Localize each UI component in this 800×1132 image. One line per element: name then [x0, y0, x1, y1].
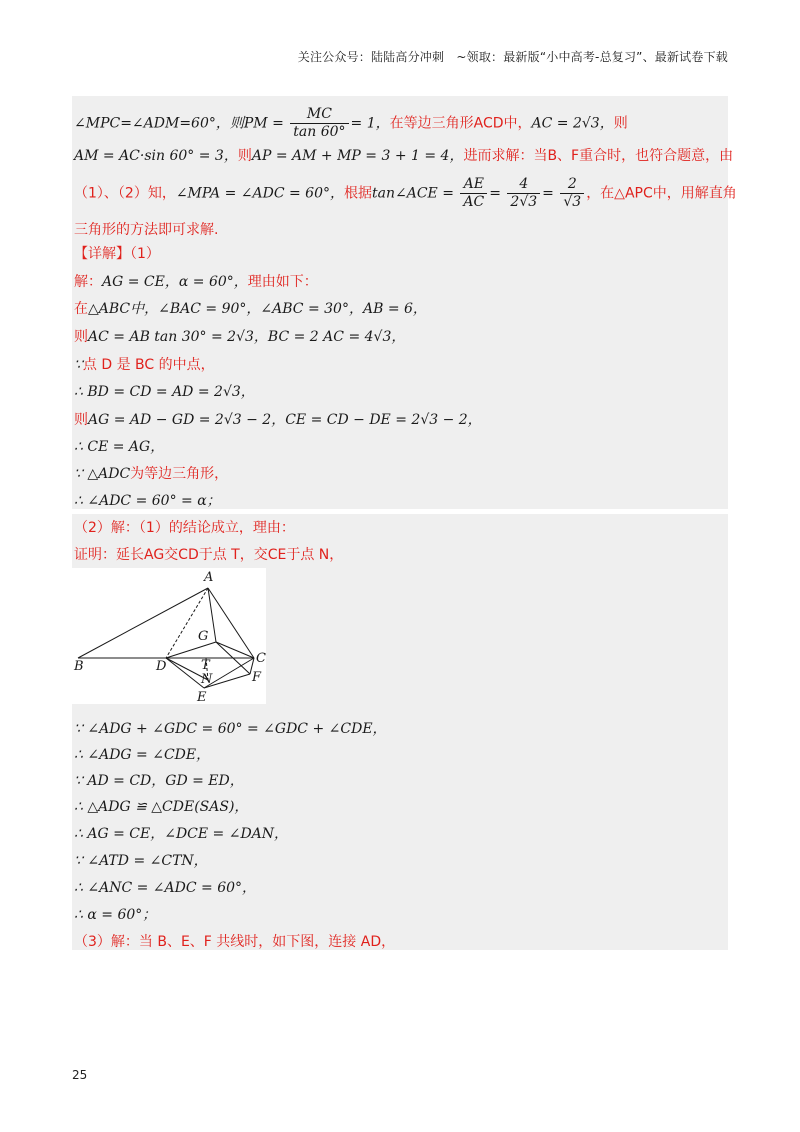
line-12: ∴ CE = AG，: [74, 439, 165, 455]
label-g: G: [198, 629, 209, 644]
label-n: N: [201, 672, 213, 687]
line-6: 解：AG = CE，α = 60°，理由如下：: [74, 274, 318, 290]
label-e: E: [197, 690, 207, 704]
line-16: 证明：延长AG交CD于点 T，交CE于点 N，: [74, 547, 344, 563]
proof-line-2: ∴ ∠ADG = ∠CDE，: [74, 747, 211, 763]
fraction-2: $\frac{2}{√3}$: [560, 176, 584, 211]
segment-ac: [208, 588, 254, 658]
line-11: 则AG = AD − GD = 2√3 − 2，CE = CD − DE = 2√3 − 2，: [74, 412, 482, 428]
proof-line-5: ∴ AG = CE，∠DCE = ∠DAN，: [74, 826, 289, 842]
line-14: ∴ ∠ADC = 60° = α；: [74, 493, 221, 509]
segment-ba: [78, 588, 208, 658]
proof-line-1: ∵ ∠ADG + ∠GDC = 60° = ∠GDC + ∠CDE，: [74, 721, 387, 737]
line-9: ∵点 D 是 BC 的中点，: [74, 357, 215, 373]
label-d: D: [156, 659, 167, 674]
label-a: A: [204, 570, 214, 585]
line-1: ∠MPC=∠ADM=60°，则PM = $\frac{MC}{\tan 60^\circ}$ = 1，在等边三角形ACD中，AC = 2√3，则: [74, 106, 628, 140]
page-header: 关注公众号：陆陆高分冲刺 ~领取：最新版“小中高考-总复习”、最新试卷下载: [297, 50, 728, 64]
proof-line-7: ∴ ∠ANC = ∠ADC = 60°，: [74, 880, 257, 896]
label-c: C: [256, 651, 266, 666]
line-13: ∵ △ADC为等边三角形，: [74, 466, 229, 482]
proof-line-6: ∵ ∠ATD = ∠CTN，: [74, 853, 208, 869]
geometry-svg: [72, 568, 266, 704]
label-f: F: [252, 670, 262, 685]
proof-line-9: （3）解：当 B、E、F 共线时，如下图，连接 AD，: [74, 934, 396, 950]
segment-ad-dashed: [166, 588, 208, 658]
segment-de: [166, 658, 204, 688]
detail-heading: 【详解】（1）: [74, 246, 160, 262]
geometry-figure: [72, 568, 266, 704]
proof-line-8: ∴ α = 60°；: [74, 907, 157, 923]
line-3: （1）、（2）知，∠MPA = ∠ADC = 60°，根据tan∠ACE = $\frac{AE}{AC}$ = $\frac{4}{2√3}$ = $\frac{2}{√3}$ ，在△APC中，用解直角: [74, 176, 737, 210]
line-2: AM = AC·sin 60° = 3，则AP = AM + MP = 3 + 1 = 4，进而求解：当B、F重合时，也符合题意，由: [74, 148, 734, 164]
line-10: ∴ BD = CD = AD = 2√3，: [74, 384, 255, 400]
page-number: 25: [72, 1068, 88, 1082]
line-8: 则AC = AB tan 30° = 2√3，BC = 2 AC = 4√3，: [74, 329, 406, 345]
segment-dg: [166, 642, 216, 658]
line-4: 三角形的方法即可求解.: [74, 222, 219, 238]
segment-ag: [208, 588, 216, 642]
line-15: （2）解：（1）的结论成立，理由：: [74, 520, 295, 536]
proof-line-4: ∴ △ADG ≌ △CDE(SAS)，: [74, 799, 249, 815]
fraction-mc: $\frac{MC}{\tan 60^\circ}$: [290, 106, 348, 141]
proof-line-3: ∵ AD = CD，GD = ED，: [74, 773, 244, 789]
fraction-ae-ac: $\frac{AE}{AC}$: [460, 176, 487, 211]
label-t: T: [201, 658, 210, 673]
fraction-4: $\frac{4}{2√3}$: [507, 176, 540, 211]
label-b: B: [74, 659, 84, 674]
line-7: 在△ABC中，∠BAC = 90°，∠ABC = 30°，AB = 6，: [74, 301, 427, 317]
